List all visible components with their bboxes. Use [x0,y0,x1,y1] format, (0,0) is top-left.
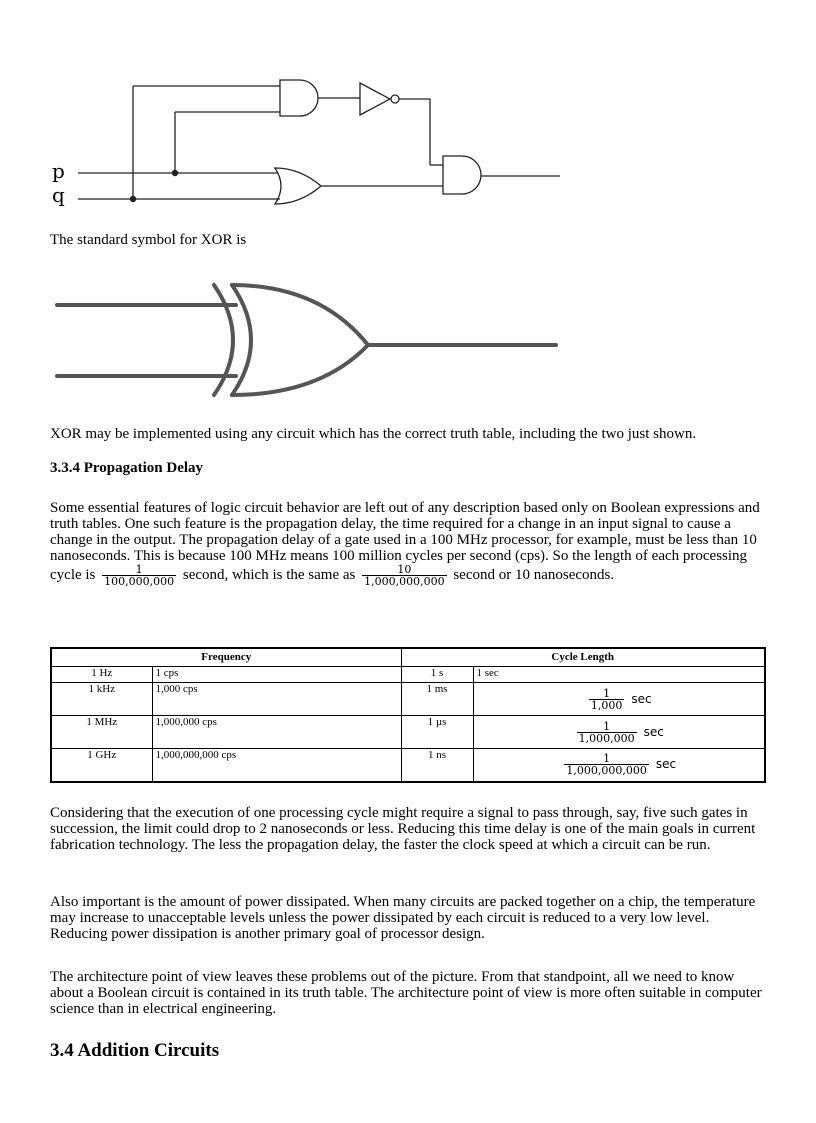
fraction-denominator: 100,000,000 [104,575,175,588]
header-frequency: Frequency [51,648,401,667]
architecture-paragraph: The architecture point of view leaves these problems out of the picture. From that standpoint, all we need to know about a Boolean circuit is contained in its truth table. The architecture point of view is more often suitable in computer science than in electrical engineering. [50,969,762,1017]
unit-label: sec [631,691,652,706]
table-row [51,683,765,716]
section-heading-propagation-delay: 3.3.4 Propagation Delay [50,460,204,476]
table-header-row [51,648,765,667]
input-p-label: p [52,159,65,183]
fraction-numerator: 1 [603,752,611,766]
fraction-numerator: 1 [135,563,143,576]
cycle-fraction [589,688,625,711]
frequency-cell: 1 Hz [51,667,152,683]
gate-succession-paragraph: Considering that the execution of one processing cycle might require a signal to pass through, say, five such gates in succession, the limit could drop to 2 nanoseconds or less. Reducing this time delay is one of the main goals in current fabrication technology. The less the propagation delay, the faster the clock speed at which a circuit can be run. [50,805,756,853]
fraction-denominator: 1,000,000 [578,731,635,745]
cps-cell: 1 cps [152,667,401,683]
fraction-denominator: 1,000 [590,698,623,712]
fraction-denominator: 1,000,000,000 [364,575,445,588]
fraction-numerator: 1 [603,719,611,733]
xor-circuit-diagram [0,0,816,215]
time-cell: 1 ns [401,749,473,782]
cycle-cell: 1 sec [473,667,765,683]
cycle-fraction [577,721,637,744]
fraction-one-hundred-million [102,564,176,587]
paragraph-text-mid: second, which is the same as [182,566,356,583]
frequency-cell: 1 MHz [51,716,152,749]
time-cell: 1 s [401,667,473,683]
xor-intro-text: The standard symbol for XOR is [50,232,247,248]
table-row [51,716,765,749]
unit-label: sec [655,757,677,772]
cycle-fraction [564,753,648,776]
cps-cell: 1,000,000 cps [152,716,401,749]
power-dissipation-paragraph: Also important is the amount of power dissipated. When many circuits are packed together on a chip, the temperature may increase to unacceptable levels unless the power dissipated by each circuit is reduced to a very low level. Reducing power dissipation is another primary goal of processor design. [50,894,756,942]
xor-note-text: XOR may be implemented using any circuit which has the correct truth table, including the two just shown. [50,426,697,442]
fraction-ten-billionth [362,564,446,587]
cps-cell: 1,000 cps [152,683,401,716]
paragraph-text-end: second or 10 nanoseconds. [453,566,615,583]
cycle-cell [473,716,765,749]
frequency-cell: 1 kHz [51,683,152,716]
fraction-numerator: 10 [397,563,412,576]
time-cell: 1 ms [401,683,473,716]
cycle-cell [473,683,765,716]
input-q-label: q [52,183,65,207]
unit-label: sec [643,724,664,739]
table-row [51,749,765,782]
paragraph-text: Some essential features of logic circuit behavior are left out of any description based only on Boolean expressions and truth tables. One such feature is the propagation delay, the time required for a change in an input signal to cause a change in the output. The propagation delay of a gate used in a 100 MHz processor, for example, must be less than 10 nanoseconds. This is because 100 MHz means 100 million cycles per second (cps). So the length of each processing cycle is [50,500,760,583]
cycle-cell [473,749,765,782]
header-cycle-length: Cycle Length [401,648,765,667]
frequency-cycle-table [50,647,766,783]
fraction-denominator: 1,000,000,000 [566,764,647,778]
time-cell: 1 µs [401,716,473,749]
frequency-cell: 1 GHz [51,749,152,782]
fraction-numerator: 1 [603,686,611,700]
propagation-delay-paragraph [50,500,766,587]
xor-symbol-diagram [0,275,816,410]
cps-cell: 1,000,000,000 cps [152,749,401,782]
table-row [51,667,765,683]
section-heading-addition-circuits: 3.4 Addition Circuits [50,1040,220,1061]
